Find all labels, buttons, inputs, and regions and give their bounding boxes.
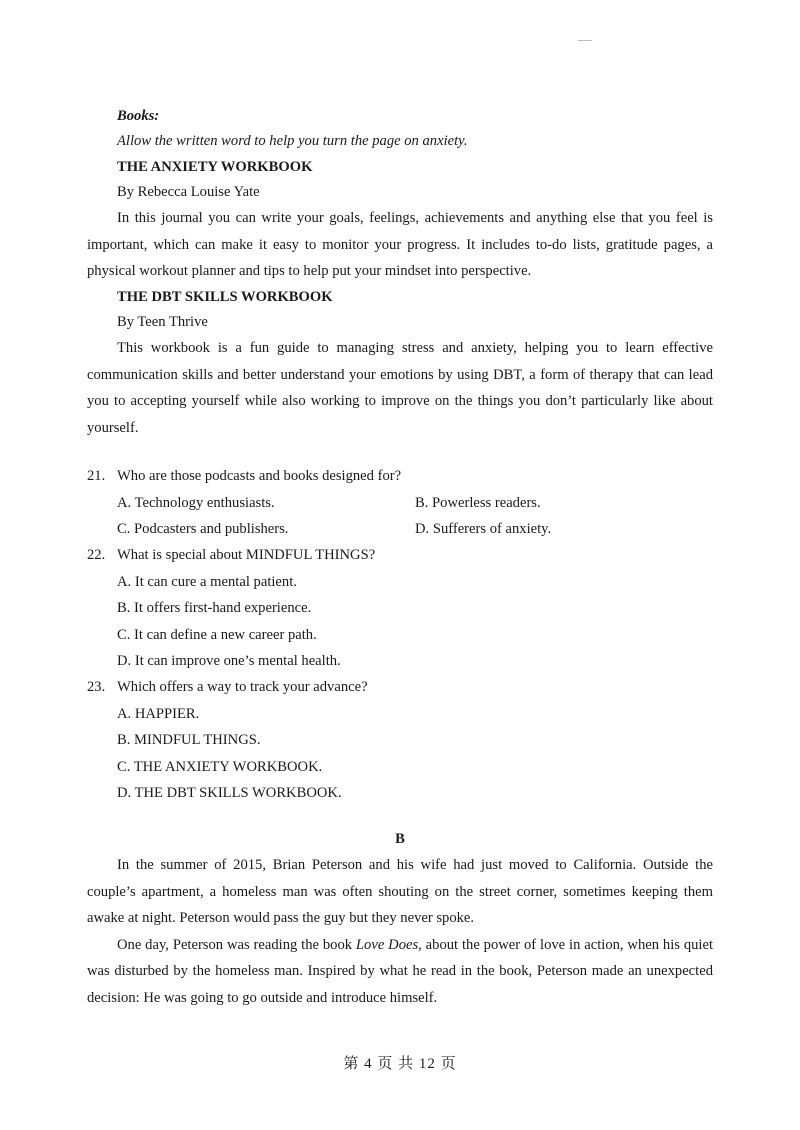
option-b: B. Powerless readers. <box>415 494 541 511</box>
question-number: 23. <box>87 679 106 696</box>
page-content <box>87 104 713 1011</box>
question-text: What is special about MINDFUL THINGS? <box>117 547 376 564</box>
option-c: C. THE ANXIETY WORKBOOK. <box>117 758 323 775</box>
question-22 <box>87 542 713 568</box>
question-21 <box>87 463 713 489</box>
option-d: D. THE DBT SKILLS WORKBOOK. <box>117 784 342 801</box>
book-description: This workbook is a fun guide to managing stress and anxiety, helping you to learn effective communication skills and better understand your emotions by using DBT, a form of therapy that can lead you to accepting yourself while also working to improve on the things you don’t particularly like about yourself. <box>87 340 713 436</box>
question-number: 21. <box>87 468 106 485</box>
option-b: B. MINDFUL THINGS. <box>117 732 261 749</box>
paragraph-continuation: was disturbed by the homeless man. Inspired by what he read in the book, Peterson made an unexpected decision: He was going to go outside and introduce himself. <box>87 963 713 1006</box>
books-tagline: Allow the written word to help you turn the page on anxiety. <box>117 133 468 150</box>
option-c: C. It can define a new career path. <box>117 626 317 643</box>
option-c: C. Podcasters and publishers. <box>117 521 289 538</box>
book-author: By Teen Thrive <box>117 313 208 330</box>
passage-paragraph <box>87 932 713 1012</box>
option-a: A. Technology enthusiasts. <box>117 494 275 511</box>
option-d: D. It can improve one’s mental health. <box>117 653 341 670</box>
question-number: 22. <box>87 547 106 564</box>
paragraph-tail: , about the power of love in action, when his quiet <box>418 936 713 953</box>
options-row <box>87 490 713 516</box>
question-text: Which offers a way to track your advance? <box>117 679 368 696</box>
option-b: B. It offers first-hand experience. <box>117 600 312 617</box>
passage-paragraph: In the summer of 2015, Brian Peterson and his wife had just moved to California. Outside the couple’s apartment, a homeless man was often shouting on the street corner, sometimes keeping them awake at night. Peterson would pass the guy but they never spoke. <box>87 857 713 927</box>
option-a: A. HAPPIER. <box>117 705 200 722</box>
scan-mark <box>578 40 592 41</box>
question-23 <box>87 674 713 700</box>
options-row <box>87 516 713 542</box>
book-author: By Rebecca Louise Yate <box>117 183 260 200</box>
book-description: In this journal you can write your goals, feelings, achievements and anything else that you feel is important, which can make it easy to monitor your progress. It includes to-do lists, gratitude pages, a physical workout planner and tips to help put your mindset into perspective. <box>87 210 713 280</box>
books-heading: Books: <box>117 108 160 124</box>
paragraph-lead: One day, Peterson was reading the book <box>117 936 356 953</box>
page-footer: 第 4 页 共 12 页 <box>343 1056 457 1072</box>
question-text: Who are those podcasts and books designed for? <box>117 468 402 485</box>
book-title: THE ANXIETY WORKBOOK <box>117 158 313 175</box>
option-a: A. It can cure a mental patient. <box>117 573 297 590</box>
section-label: B <box>395 831 405 848</box>
book-title: THE DBT SKILLS WORKBOOK <box>117 288 333 305</box>
option-d: D. Sufferers of anxiety. <box>415 521 552 538</box>
book-reference: Love Does <box>355 936 419 953</box>
